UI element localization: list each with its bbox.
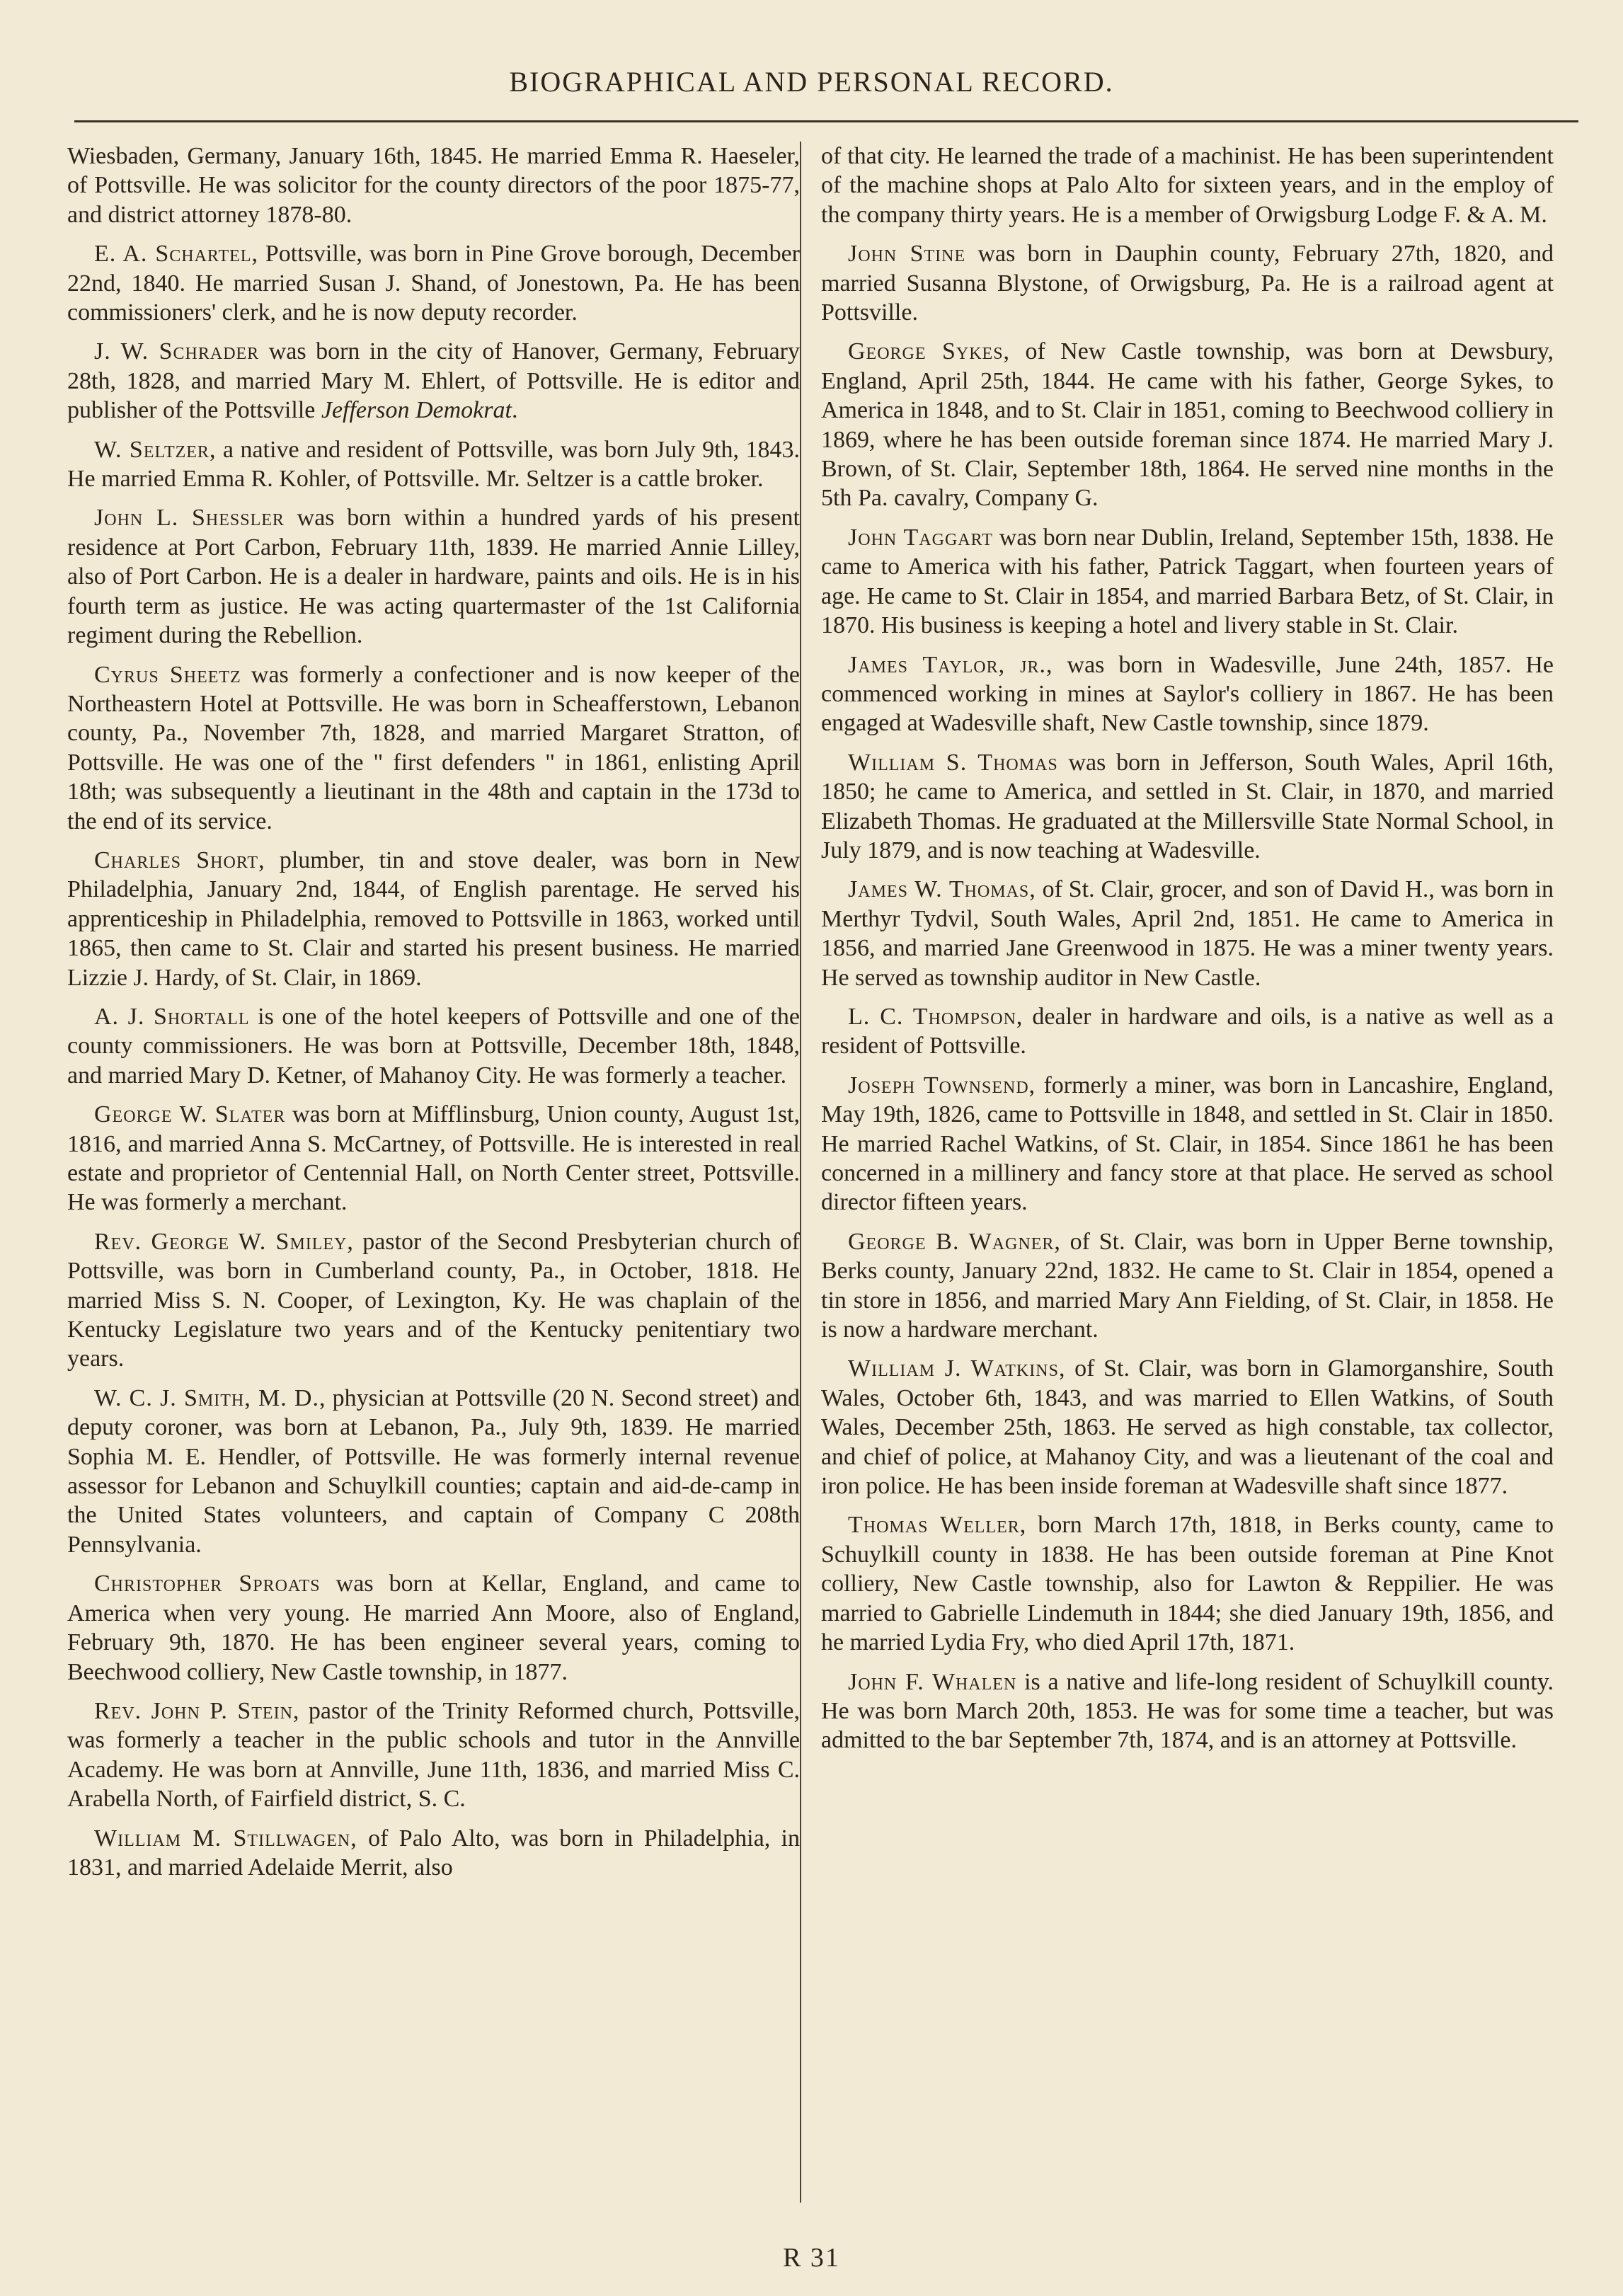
entry-name: George W. Slater: [94, 1101, 286, 1128]
entry-text: physician at Pottsville (20 N. Second street) and deputy coroner, was born at Lebanon, Pa., July 9th, 1839. He married Sophia M. E. Hendler, of Pottsville. He was formerly internal revenue assessor for Lebanon and Schuylkill counties; captain and aid-de-camp in the United States volunteers, and captain of Company C 208th Pennsylvania.: [67, 1384, 800, 1558]
entry-text: of St. Clair, grocer, and son of David H., was born in Merthyr Tydvil, South Wales, April 2nd, 1851. He came to America in 1856, and married Jane Greenwood in 1875. He was a miner twenty years. He served as township auditor in New Castle.: [821, 876, 1554, 991]
biography-entry: [821, 337, 1554, 512]
entry-name: James W. Thomas,: [848, 876, 1036, 903]
entry-text: is one of the hotel keepers of Pottsville and one of the county commissioners. He was born at Pottsville, December 18th, 1848, and married Mary D. Ketner, of Mahanoy City. He was formerly a teacher.: [67, 1003, 801, 1089]
entry-text: born March 17th, 1818, in Berks county, came to Schuylkill county in 1838. He has been outside foreman at Pine Knot colliery, New Castle township, also for Lawton & Reppilier. He was married to Gabrielle Lindemuth in 1844; she died January 19th, 1856, and he married Lydia Fry, who died April 17th, 1871.: [821, 1512, 1554, 1656]
entry-text: of that city. He learned the trade of a machinist. He has been superintendent of the machine shops at Palo Alto for sixteen years, and in the employ of the company thirty years. He is a member of Orwigsburg Lodge F. & A. M.: [821, 143, 1554, 228]
entry-name: Cyrus Sheetz: [94, 661, 241, 688]
biography-entry: [67, 1100, 800, 1217]
entry-tail-text: .: [511, 397, 518, 424]
entry-text: Pottsville, was born in Pine Grove borough, December 22nd, 1840. He married Susan J. Shand, of Jonestown, Pa. He has been commissioners' clerk, and he is now deputy recorder.: [67, 241, 800, 326]
entry-name: J. W. Schrader: [94, 338, 260, 365]
entry-name: John Taggart: [848, 524, 993, 551]
entry-name: Joseph Townsend,: [848, 1072, 1036, 1098]
entry-name: James Taylor, jr.,: [848, 651, 1053, 678]
column-divider: [800, 142, 801, 2203]
entry-name: Thomas Weller,: [848, 1512, 1027, 1539]
entry-name: L. C. Thompson,: [848, 1003, 1023, 1030]
entry-text: of New Castle township, was born at Dewsbury, England, April 25th, 1844. He came with his father, George Sykes, to America in 1848, and to St. Clair in 1851, coming to Beechwood colliery in 1869, where he has been outside foreman since 1874. He married Mary J. Brown, of St. Clair, September 18th, 1864. He served nine months in the 5th Pa. cavalry, Company G.: [821, 338, 1554, 512]
entry-name: W. C. J. Smith, M. D.,: [94, 1384, 326, 1411]
entry-text: pastor of the Trinity Reformed church, Pottsville, was formerly a teacher in the public schools and tutor in the Annville Academy. He was born at Annville, June 11th, 1836, and married Miss C. Arabella North, of Fairfield district, S. C.: [67, 1697, 800, 1813]
biography-entry: [67, 142, 800, 229]
biography-entry: [67, 1569, 800, 1687]
entry-name: William S. Thomas: [848, 749, 1058, 776]
biography-entry: [67, 1002, 800, 1090]
entry-name: John Stine: [848, 241, 966, 268]
entry-text: was born at Mifflinsburg, Union county, August 1st, 1816, and married Anna S. McCartney, of Pottsville. He is interested in real estate and proprietor of Centennial Hall, on North Center street, Pottsville. He was formerly a merchant.: [67, 1101, 800, 1216]
biography-entry: [67, 846, 800, 992]
entry-text: Wiesbaden, Germany, January 16th, 1845. He married Emma R. Haeseler, of Pottsville. He was solicitor for the county directors of the poor 1875-77, and district attorney 1878-80.: [67, 143, 800, 228]
entry-text: of Palo Alto, was born in Philadelphia, in 1831, and married Adelaide Merrit, also: [67, 1825, 800, 1881]
entry-name: William J. Watkins,: [848, 1355, 1066, 1382]
entry-text: was born in the city of Hanover, Germany, February 28th, 1828, and married Mary M. Ehlert, of Pottsville. He is editor and publisher of the Pottsville: [67, 338, 800, 424]
entry-text: of St. Clair, was born in Upper Berne township, Berks county, January 22nd, 1832. He came to St. Clair in 1854, opened a tin store in 1856, and married Mary Ann Fielding, of St. Clair, in 1858. He is now a hardware merchant.: [821, 1228, 1554, 1343]
biography-entry: [67, 239, 800, 327]
biography-entry: [821, 523, 1554, 641]
entry-name: George Sykes,: [848, 338, 1011, 365]
biography-entry: [821, 1510, 1554, 1657]
entry-text: was born within a hundred yards of his present residence at Port Carbon, February 11th, 1839. He married Annie Lilley, also of Port Carbon. He is a dealer in hardware, paints and oils. He is in his fourth term as justice. He was acting quartermaster of the 1st California regiment during the Rebellion.: [67, 505, 801, 649]
biography-entry: [67, 1384, 800, 1559]
entry-text: was born at Kellar, England, and came to America when very young. He married Ann Moore, also of England, February 9th, 1870. He has been engineer several years, coming to Beechwood colliery, New Castle township, in 1877.: [67, 1571, 800, 1685]
biography-entry: [67, 1824, 800, 1883]
entry-italic-text: Jefferson Demokrat: [321, 397, 512, 424]
biography-entry: [821, 1071, 1554, 1217]
entry-name: John L. Shessler: [94, 505, 285, 532]
entry-text: dealer in hardware and oils, is a native as well as a resident of Pottsville.: [821, 1003, 1554, 1060]
biography-entry: [821, 1002, 1554, 1061]
biography-entry: [821, 239, 1554, 327]
entry-name: Christopher Sproats: [94, 1571, 321, 1597]
biography-entry: [67, 1227, 800, 1374]
entry-text: pastor of the Second Presbyterian church of Pottsville, was born in Cumberland county, Pa., in October, 1818. He married Miss S. N. Cooper, of Lexington, Ky. He was chaplain of the Kentucky Legislature two years and of the Kentucky penitentiary two years.: [67, 1228, 800, 1372]
entry-name: A. J. Shortall: [94, 1003, 250, 1030]
entry-name: John F. Whalen: [848, 1668, 1017, 1695]
biography-entry: [67, 1697, 800, 1814]
biography-entry: [821, 1354, 1554, 1500]
entry-text: plumber, tin and stove dealer, was born in New Philadelphia, January 2nd, 1844, of English parentage. He served his apprenticeship in Philadelphia, removed to Pottsville in 1863, worked until 1865, then came to St. Clair and started his present business. He married Lizzie J. Hardy, of St. Clair, in 1869.: [67, 846, 801, 991]
entry-name: Rev. George W. Smiley,: [94, 1228, 354, 1255]
entry-text: was born in Wadesville, June 24th, 1857. He commenced working in mines at Saylor's colliery in 1867. He has been engaged at Wadesville shaft, New Castle township, since 1879.: [821, 651, 1554, 737]
left-column: [67, 142, 800, 1892]
biography-entry: [67, 337, 800, 425]
entry-name: W. Seltzer,: [94, 436, 217, 463]
entry-text: was born near Dublin, Ireland, September 15th, 1838. He came to America with his father, Patrick Taggart, when fourteen years of age. He came to St. Clair in 1854, and married Barbara Betz, of St. Clair, in 1870. His business is keeping a hotel and livery stable in St. Clair.: [821, 524, 1554, 639]
header-rule: [74, 120, 1578, 122]
entry-text: formerly a miner, was born in Lancashire, England, May 19th, 1826, came to Pottsville in 1848, and settled in St. Clair in 1850. He married Rachel Watkins, of St. Clair, in 1854. Since 1861 he has been concerned in a millinery and fancy store at that place. He served as school director fifteen years.: [821, 1072, 1554, 1216]
biography-entry: [821, 142, 1554, 229]
entry-text: was born in Jefferson, South Wales, April 16th, 1850; he came to America, and settled in St. Clair, in 1870, and married Elizabeth Thomas. He graduated at the Millersville State Normal School, in July 1879, and is now teaching at Wadesville.: [821, 749, 1554, 863]
right-column: [821, 142, 1554, 1765]
entry-name: William M. Stillwagen,: [94, 1825, 357, 1852]
biography-entry: [821, 748, 1554, 866]
entry-name: Charles Short,: [94, 846, 265, 873]
entry-text: was born in Dauphin county, February 27th, 1820, and married Susanna Blystone, of Orwigsburg, Pa. He is a railroad agent at Pottsville.: [821, 241, 1554, 326]
entry-text: was formerly a confectioner and is now keeper of the Northeastern Hotel at Pottsville. He was born in Scheafferstown, Lebanon county, Pa., November 7th, 1828, and married Margaret Stratton, of Pottsville. He was one of the " first defenders " in 1861, enlisting April 18th; was subsequently a lieutinant in the 48th and captain in the 173d to the end of its service.: [67, 661, 800, 834]
biography-entry: [821, 875, 1554, 992]
biography-entry: [67, 435, 800, 494]
entry-text: of St. Clair, was born in Glamorganshire, South Wales, October 6th, 1843, and was married to Ellen Watkins, of South Wales, December 25th, 1863. He served as high constable, tax collector, and chief of police, at Mahanoy City, and was a lieutenant of the coal and iron police. He has been inside foreman at Wadesville shaft since 1877.: [821, 1355, 1554, 1500]
entry-name: George B. Wagner,: [848, 1228, 1061, 1255]
entry-text: is a native and life-long resident of Schuylkill county. He was born March 20th, 1853. He was for some time a teacher, but was admitted to the bar September 7th, 1874, and is an attorney at Pottsville.: [821, 1668, 1554, 1754]
entry-name: E. A. Schartel,: [94, 241, 258, 268]
page-number: R 31: [783, 2243, 840, 2273]
biography-entry: [67, 660, 800, 836]
entry-text: a native and resident of Pottsville, was born July 9th, 1843. He married Emma R. Kohler, of Pottsville. Mr. Seltzer is a cattle broker.: [67, 436, 801, 493]
entry-name: Rev. John P. Stein,: [94, 1697, 300, 1724]
biography-entry: [821, 650, 1554, 738]
biography-entry: [67, 503, 800, 650]
page-header: BIOGRAPHICAL AND PERSONAL RECORD.: [509, 66, 1114, 98]
biography-entry: [821, 1668, 1554, 1755]
biography-entry: [821, 1227, 1554, 1345]
